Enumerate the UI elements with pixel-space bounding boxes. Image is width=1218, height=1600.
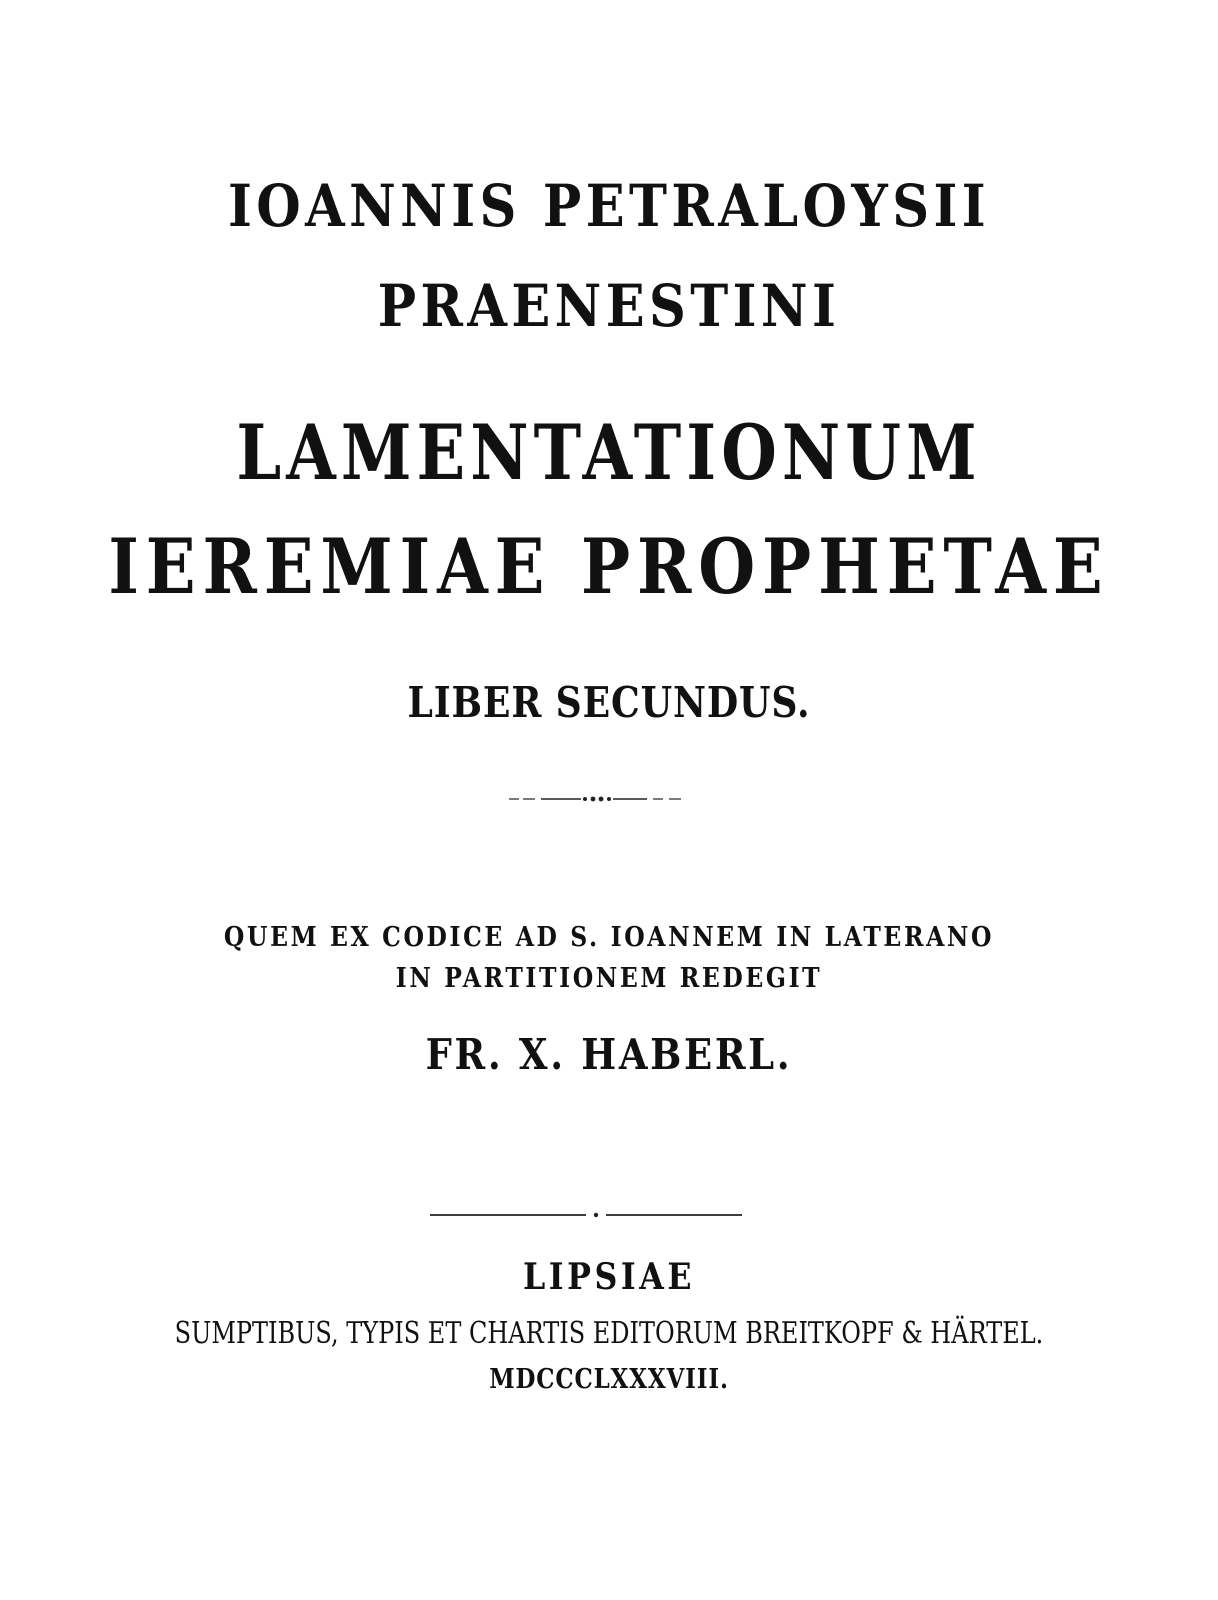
ornamental-rule-upper (509, 792, 689, 806)
work-title-line-2: IEREMIAE PROPHETAE (108, 522, 1110, 611)
author-name-line-1: IOANNIS PETRALOYSII (227, 172, 991, 240)
author-name-line-2: PRAENESTINI (377, 272, 841, 340)
editor-note-line-2: IN PARTITIONEM REDEGIT (395, 963, 823, 994)
imprint-year: MDCCCLXXXVIII. (489, 1364, 729, 1395)
ornamental-rule-lower (430, 1208, 750, 1222)
imprint-publisher: SUMPTIBUS, TYPIS ET CHARTIS EDITORUM BREITKOPF & HÄRTEL. (174, 1316, 1044, 1351)
imprint-city: LIPSIAE (523, 1256, 695, 1298)
editor-note-line-1: QUEM EX CODICE AD S. IOANNEM IN LATERANO (223, 922, 995, 953)
editor-name: FR. X. HABERL. (425, 1030, 793, 1079)
work-title-line-1: LAMENTATIONUM (236, 408, 982, 497)
volume-label: LIBER SECUNDUS. (407, 678, 811, 727)
